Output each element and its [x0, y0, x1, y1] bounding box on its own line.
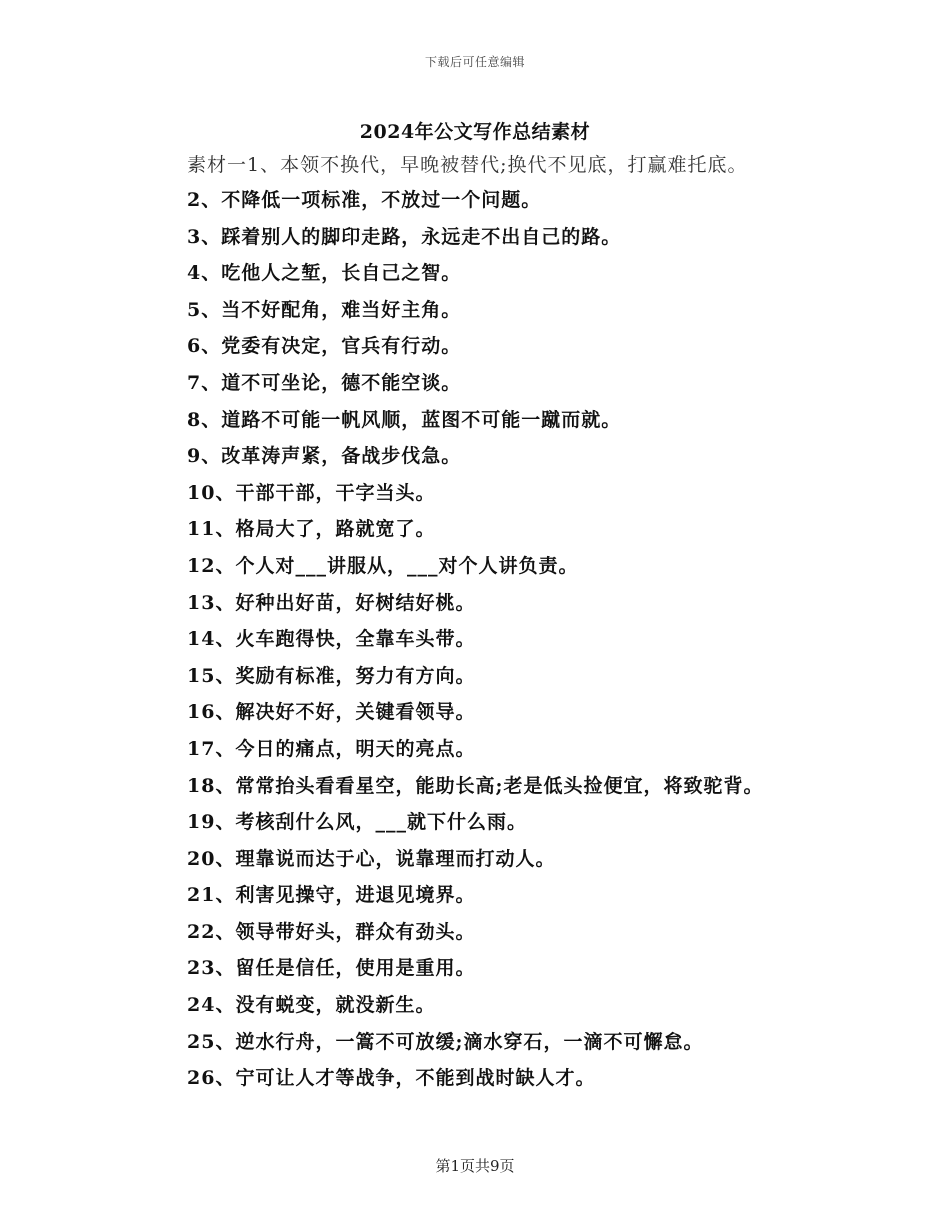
list-item: 21、利害见操守，进退见境界。	[187, 884, 476, 907]
list-item: 17、今日的痛点，明天的亮点。	[187, 737, 476, 760]
page-indicator: 第1页共9页	[435, 1157, 515, 1175]
list-item: 6、党委有决定，官兵有行动。	[187, 335, 462, 358]
list-item: 24、没有蜕变，就没新生。	[187, 994, 436, 1017]
list-item: 14、火车跑得快，全靠车头带。	[187, 628, 476, 651]
list-item: 15、奖励有标准，努力有方向。	[187, 664, 476, 687]
list-item: 12、个人对___讲服从，___对个人讲负责。	[187, 554, 579, 577]
list-item: 13、好种出好苗，好树结好桃。	[187, 591, 476, 614]
list-item: 9、改革涛声紧，备战步伐急。	[187, 445, 462, 468]
intro-line: 素材一1、本领不换代，早晚被替代;换代不见底，打赢难托底。	[187, 154, 748, 176]
document-title: 2024年公文写作总结素材	[359, 121, 591, 143]
list-item: 3、踩着别人的脚印走路，永远走不出自己的路。	[187, 225, 622, 248]
list-item: 8、道路不可能一帆风顺，蓝图不可能一蹴而就。	[187, 408, 622, 431]
list-item: 16、解决好不好，关键看领导。	[187, 701, 476, 724]
list-item: 18、常常抬头看看星空，能助长高;老是低头捡便宜，将致驼背。	[187, 774, 764, 797]
list-item: 26、宁可让人才等战争，不能到战时缺人才。	[187, 1067, 596, 1090]
list-item: 22、领导带好头，群众有劲头。	[187, 920, 476, 943]
list-item: 5、当不好配角，难当好主角。	[187, 298, 462, 321]
list-item: 7、道不可坐论，德不能空谈。	[187, 371, 462, 394]
list-item: 11、格局大了，路就宽了。	[187, 518, 436, 541]
list-item: 2、不降低一项标准，不放过一个问题。	[187, 189, 542, 211]
list-item: 25、逆水行舟，一篙不可放缓;滴水穿石，一滴不可懈怠。	[187, 1030, 704, 1053]
list-item: 10、干部干部，干字当头。	[187, 481, 436, 504]
item-list	[187, 182, 927, 1097]
list-item: 23、留任是信任，使用是重用。	[187, 957, 476, 980]
list-item: 19、考核刮什么风，___就下什么雨。	[187, 811, 527, 834]
list-item: 4、吃他人之堑，长自己之智。	[187, 262, 462, 285]
list-item: 20、理靠说而达于心，说靠理而打动人。	[187, 847, 556, 870]
header-note: 下载后可任意编辑	[424, 55, 525, 69]
